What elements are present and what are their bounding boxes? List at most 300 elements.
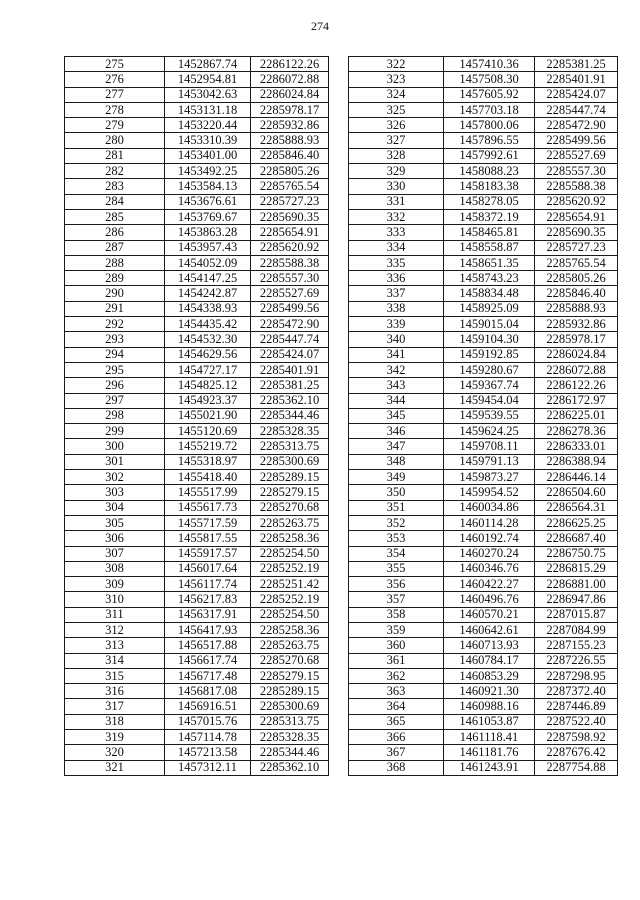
point-number-cell: 275	[65, 57, 165, 72]
y-coordinate-cell: 2285805.26	[251, 164, 329, 179]
y-coordinate-cell: 2285270.68	[251, 500, 329, 515]
point-number-cell: 284	[65, 194, 165, 209]
y-coordinate-cell: 2286750.75	[535, 546, 618, 561]
x-coordinate-cell: 1458834.48	[444, 286, 535, 301]
point-number-cell: 353	[349, 531, 444, 546]
table-row	[65, 653, 329, 668]
y-coordinate-cell: 2285932.86	[535, 317, 618, 332]
table-row	[65, 57, 329, 72]
point-number-cell: 315	[65, 668, 165, 683]
x-coordinate-cell: 1460114.28	[444, 515, 535, 530]
table-row	[65, 622, 329, 637]
table-row	[349, 347, 618, 362]
table-row	[65, 317, 329, 332]
y-coordinate-cell: 2285252.19	[251, 592, 329, 607]
y-coordinate-cell: 2285258.36	[251, 531, 329, 546]
y-coordinate-cell: 2286815.29	[535, 561, 618, 576]
y-coordinate-cell: 2285472.90	[251, 317, 329, 332]
point-number-cell: 366	[349, 730, 444, 745]
y-coordinate-cell: 2285251.42	[251, 577, 329, 592]
table-row	[65, 118, 329, 133]
point-number-cell: 290	[65, 286, 165, 301]
table-row	[349, 102, 618, 117]
coordinates-table-right	[348, 56, 618, 776]
point-number-cell: 301	[65, 454, 165, 469]
table-row	[65, 209, 329, 224]
table-row	[65, 714, 329, 729]
table-row	[349, 684, 618, 699]
table-row	[349, 378, 618, 393]
table-row	[349, 485, 618, 500]
table-row	[349, 271, 618, 286]
x-coordinate-cell: 1460713.93	[444, 638, 535, 653]
x-coordinate-cell: 1458651.35	[444, 255, 535, 270]
x-coordinate-cell: 1457508.30	[444, 72, 535, 87]
point-number-cell: 367	[349, 745, 444, 760]
point-number-cell: 337	[349, 286, 444, 301]
coordinates-table-left	[64, 56, 329, 776]
x-coordinate-cell: 1460570.21	[444, 607, 535, 622]
table-row	[65, 470, 329, 485]
y-coordinate-cell: 2285727.23	[535, 240, 618, 255]
y-coordinate-cell: 2285344.46	[251, 745, 329, 760]
table-row	[65, 439, 329, 454]
table-row	[349, 286, 618, 301]
point-number-cell: 325	[349, 102, 444, 117]
table-row	[349, 301, 618, 316]
point-number-cell: 288	[65, 255, 165, 270]
table-row	[65, 577, 329, 592]
point-number-cell: 336	[349, 271, 444, 286]
y-coordinate-cell: 2285765.54	[535, 255, 618, 270]
x-coordinate-cell: 1460496.76	[444, 592, 535, 607]
point-number-cell: 276	[65, 72, 165, 87]
point-number-cell: 338	[349, 301, 444, 316]
table-row	[65, 286, 329, 301]
point-number-cell: 356	[349, 577, 444, 592]
table-row	[349, 194, 618, 209]
y-coordinate-cell: 2285557.30	[251, 271, 329, 286]
point-number-cell: 327	[349, 133, 444, 148]
y-coordinate-cell: 2286881.00	[535, 577, 618, 592]
point-number-cell: 313	[65, 638, 165, 653]
table-row	[349, 332, 618, 347]
y-coordinate-cell: 2285499.56	[251, 301, 329, 316]
y-coordinate-cell: 2285424.07	[535, 87, 618, 102]
point-number-cell: 354	[349, 546, 444, 561]
x-coordinate-cell: 1455021.90	[165, 408, 251, 423]
point-number-cell: 360	[349, 638, 444, 653]
table-row	[349, 225, 618, 240]
point-number-cell: 358	[349, 607, 444, 622]
y-coordinate-cell: 2285258.36	[251, 622, 329, 637]
point-number-cell: 320	[65, 745, 165, 760]
x-coordinate-cell: 1454923.37	[165, 393, 251, 408]
point-number-cell: 280	[65, 133, 165, 148]
point-number-cell: 281	[65, 148, 165, 163]
x-coordinate-cell: 1459954.52	[444, 485, 535, 500]
point-number-cell: 326	[349, 118, 444, 133]
x-coordinate-cell: 1459708.11	[444, 439, 535, 454]
table-row	[65, 225, 329, 240]
y-coordinate-cell: 2285557.30	[535, 164, 618, 179]
y-coordinate-cell: 2286072.88	[251, 72, 329, 87]
point-number-cell: 312	[65, 622, 165, 637]
table-row	[65, 561, 329, 576]
y-coordinate-cell: 2285313.75	[251, 714, 329, 729]
x-coordinate-cell: 1453769.67	[165, 209, 251, 224]
x-coordinate-cell: 1454435.42	[165, 317, 251, 332]
x-coordinate-cell: 1453863.28	[165, 225, 251, 240]
y-coordinate-cell: 2285254.50	[251, 546, 329, 561]
point-number-cell: 364	[349, 699, 444, 714]
point-number-cell: 298	[65, 408, 165, 423]
point-number-cell: 292	[65, 317, 165, 332]
x-coordinate-cell: 1459015.04	[444, 317, 535, 332]
x-coordinate-cell: 1460853.29	[444, 668, 535, 683]
y-coordinate-cell: 2287015.87	[535, 607, 618, 622]
point-number-cell: 286	[65, 225, 165, 240]
table-row	[65, 730, 329, 745]
point-number-cell: 357	[349, 592, 444, 607]
table-row	[349, 531, 618, 546]
x-coordinate-cell: 1456916.51	[165, 699, 251, 714]
point-number-cell: 302	[65, 470, 165, 485]
point-number-cell: 295	[65, 362, 165, 377]
point-number-cell: 317	[65, 699, 165, 714]
point-number-cell: 365	[349, 714, 444, 729]
y-coordinate-cell: 2285765.54	[251, 179, 329, 194]
table-row	[349, 653, 618, 668]
point-number-cell: 314	[65, 653, 165, 668]
point-number-cell: 318	[65, 714, 165, 729]
table-row	[65, 164, 329, 179]
x-coordinate-cell: 1456317.91	[165, 607, 251, 622]
x-coordinate-cell: 1459367.74	[444, 378, 535, 393]
y-coordinate-cell: 2285270.68	[251, 653, 329, 668]
x-coordinate-cell: 1456217.83	[165, 592, 251, 607]
table-row	[349, 57, 618, 72]
table-row	[65, 531, 329, 546]
x-coordinate-cell: 1453492.25	[165, 164, 251, 179]
x-coordinate-cell: 1457410.36	[444, 57, 535, 72]
point-number-cell: 355	[349, 561, 444, 576]
point-number-cell: 311	[65, 607, 165, 622]
point-number-cell: 349	[349, 470, 444, 485]
table-row	[65, 148, 329, 163]
y-coordinate-cell: 2285424.07	[251, 347, 329, 362]
table-row	[65, 546, 329, 561]
y-coordinate-cell: 2285362.10	[251, 393, 329, 408]
y-coordinate-cell: 2285279.15	[251, 485, 329, 500]
point-number-cell: 297	[65, 393, 165, 408]
y-coordinate-cell: 2285447.74	[251, 332, 329, 347]
point-number-cell: 348	[349, 454, 444, 469]
table-row	[349, 148, 618, 163]
table-row	[65, 393, 329, 408]
table-row	[65, 332, 329, 347]
table-row	[349, 561, 618, 576]
y-coordinate-cell: 2285300.69	[251, 454, 329, 469]
point-number-cell: 291	[65, 301, 165, 316]
y-coordinate-cell: 2287084.99	[535, 622, 618, 637]
point-number-cell: 343	[349, 378, 444, 393]
table-row	[65, 745, 329, 760]
table-row	[349, 515, 618, 530]
table-row	[349, 730, 618, 745]
point-number-cell: 304	[65, 500, 165, 515]
point-number-cell: 299	[65, 424, 165, 439]
table-row	[65, 378, 329, 393]
y-coordinate-cell: 2285279.15	[251, 668, 329, 683]
x-coordinate-cell: 1452954.81	[165, 72, 251, 87]
table-row	[65, 668, 329, 683]
table-row	[349, 118, 618, 133]
table-row	[65, 362, 329, 377]
x-coordinate-cell: 1456617.74	[165, 653, 251, 668]
table-row	[65, 179, 329, 194]
point-number-cell: 345	[349, 408, 444, 423]
x-coordinate-cell: 1453131.18	[165, 102, 251, 117]
point-number-cell: 340	[349, 332, 444, 347]
x-coordinate-cell: 1460988.16	[444, 699, 535, 714]
point-number-cell: 278	[65, 102, 165, 117]
y-coordinate-cell: 2285690.35	[535, 225, 618, 240]
y-coordinate-cell: 2285344.46	[251, 408, 329, 423]
table-row	[349, 393, 618, 408]
x-coordinate-cell: 1453676.61	[165, 194, 251, 209]
y-coordinate-cell: 2287298.95	[535, 668, 618, 683]
point-number-cell: 287	[65, 240, 165, 255]
point-number-cell: 331	[349, 194, 444, 209]
x-coordinate-cell: 1458465.81	[444, 225, 535, 240]
y-coordinate-cell: 2285381.25	[535, 57, 618, 72]
x-coordinate-cell: 1457015.76	[165, 714, 251, 729]
x-coordinate-cell: 1456417.93	[165, 622, 251, 637]
table-row	[349, 439, 618, 454]
y-coordinate-cell: 2286172.97	[535, 393, 618, 408]
point-number-cell: 344	[349, 393, 444, 408]
table-row	[65, 638, 329, 653]
y-coordinate-cell: 2285654.91	[535, 209, 618, 224]
y-coordinate-cell: 2286225.01	[535, 408, 618, 423]
x-coordinate-cell: 1456117.74	[165, 577, 251, 592]
y-coordinate-cell: 2286278.36	[535, 424, 618, 439]
point-number-cell: 279	[65, 118, 165, 133]
y-coordinate-cell: 2286625.25	[535, 515, 618, 530]
table-row	[65, 592, 329, 607]
x-coordinate-cell: 1458743.23	[444, 271, 535, 286]
y-coordinate-cell: 2285846.40	[535, 286, 618, 301]
table-row	[349, 470, 618, 485]
y-coordinate-cell: 2287522.40	[535, 714, 618, 729]
x-coordinate-cell: 1459454.04	[444, 393, 535, 408]
y-coordinate-cell: 2287598.92	[535, 730, 618, 745]
table-row	[65, 684, 329, 699]
y-coordinate-cell: 2286024.84	[251, 87, 329, 102]
x-coordinate-cell: 1456017.64	[165, 561, 251, 576]
x-coordinate-cell: 1454825.12	[165, 378, 251, 393]
x-coordinate-cell: 1460921.30	[444, 684, 535, 699]
x-coordinate-cell: 1458558.87	[444, 240, 535, 255]
y-coordinate-cell: 2287676.42	[535, 745, 618, 760]
x-coordinate-cell: 1455517.99	[165, 485, 251, 500]
y-coordinate-cell: 2285932.86	[251, 118, 329, 133]
point-number-cell: 368	[349, 760, 444, 775]
point-number-cell: 321	[65, 760, 165, 775]
y-coordinate-cell: 2287155.23	[535, 638, 618, 653]
x-coordinate-cell: 1453042.63	[165, 87, 251, 102]
x-coordinate-cell: 1455817.55	[165, 531, 251, 546]
table-row	[349, 638, 618, 653]
point-number-cell: 303	[65, 485, 165, 500]
y-coordinate-cell: 2285888.93	[535, 301, 618, 316]
y-coordinate-cell: 2285888.93	[251, 133, 329, 148]
point-number-cell: 350	[349, 485, 444, 500]
x-coordinate-cell: 1461118.41	[444, 730, 535, 745]
table-row	[65, 485, 329, 500]
point-number-cell: 282	[65, 164, 165, 179]
point-number-cell: 308	[65, 561, 165, 576]
y-coordinate-cell: 2285978.17	[535, 332, 618, 347]
x-coordinate-cell: 1458088.23	[444, 164, 535, 179]
point-number-cell: 306	[65, 531, 165, 546]
x-coordinate-cell: 1455418.40	[165, 470, 251, 485]
y-coordinate-cell: 2285588.38	[251, 255, 329, 270]
x-coordinate-cell: 1459104.30	[444, 332, 535, 347]
point-number-cell: 309	[65, 577, 165, 592]
point-number-cell: 352	[349, 515, 444, 530]
x-coordinate-cell: 1458278.05	[444, 194, 535, 209]
x-coordinate-cell: 1460784.17	[444, 653, 535, 668]
x-coordinate-cell: 1460192.74	[444, 531, 535, 546]
table-row	[65, 500, 329, 515]
y-coordinate-cell: 2285381.25	[251, 378, 329, 393]
table-row	[65, 72, 329, 87]
point-number-cell: 323	[349, 72, 444, 87]
point-number-cell: 305	[65, 515, 165, 530]
x-coordinate-cell: 1457896.55	[444, 133, 535, 148]
table-row	[65, 255, 329, 270]
table-row	[349, 87, 618, 102]
y-coordinate-cell: 2285527.69	[251, 286, 329, 301]
x-coordinate-cell: 1459791.13	[444, 454, 535, 469]
table-row	[349, 760, 618, 775]
point-number-cell: 330	[349, 179, 444, 194]
y-coordinate-cell: 2285620.92	[535, 194, 618, 209]
x-coordinate-cell: 1457800.06	[444, 118, 535, 133]
table-row	[349, 317, 618, 332]
x-coordinate-cell: 1453220.44	[165, 118, 251, 133]
point-number-cell: 285	[65, 209, 165, 224]
y-coordinate-cell: 2285978.17	[251, 102, 329, 117]
table-row	[65, 424, 329, 439]
table-row	[349, 577, 618, 592]
table-row	[65, 301, 329, 316]
x-coordinate-cell: 1455917.57	[165, 546, 251, 561]
point-number-cell: 277	[65, 87, 165, 102]
y-coordinate-cell: 2285328.35	[251, 730, 329, 745]
table-row	[65, 454, 329, 469]
x-coordinate-cell: 1459624.25	[444, 424, 535, 439]
point-number-cell: 339	[349, 317, 444, 332]
table-row	[349, 714, 618, 729]
point-number-cell: 328	[349, 148, 444, 163]
table-row	[349, 133, 618, 148]
x-coordinate-cell: 1456817.08	[165, 684, 251, 699]
table-row	[65, 408, 329, 423]
point-number-cell: 283	[65, 179, 165, 194]
x-coordinate-cell: 1459192.85	[444, 347, 535, 362]
point-number-cell: 362	[349, 668, 444, 683]
y-coordinate-cell: 2286072.88	[535, 362, 618, 377]
table-row	[349, 607, 618, 622]
table-row	[65, 515, 329, 530]
point-number-cell: 316	[65, 684, 165, 699]
x-coordinate-cell: 1457992.61	[444, 148, 535, 163]
x-coordinate-cell: 1456717.48	[165, 668, 251, 683]
table-row	[65, 760, 329, 775]
x-coordinate-cell: 1461181.76	[444, 745, 535, 760]
x-coordinate-cell: 1458183.38	[444, 179, 535, 194]
y-coordinate-cell: 2285254.50	[251, 607, 329, 622]
y-coordinate-cell: 2285362.10	[251, 760, 329, 775]
y-coordinate-cell: 2286122.26	[251, 57, 329, 72]
y-coordinate-cell: 2285527.69	[535, 148, 618, 163]
x-coordinate-cell: 1453957.43	[165, 240, 251, 255]
table-row	[349, 408, 618, 423]
point-number-cell: 341	[349, 347, 444, 362]
x-coordinate-cell: 1453310.39	[165, 133, 251, 148]
point-number-cell: 307	[65, 546, 165, 561]
table-row	[349, 179, 618, 194]
table-row	[349, 424, 618, 439]
y-coordinate-cell: 2286564.31	[535, 500, 618, 515]
y-coordinate-cell: 2286122.26	[535, 378, 618, 393]
y-coordinate-cell: 2286388.94	[535, 454, 618, 469]
x-coordinate-cell: 1457312.11	[165, 760, 251, 775]
point-number-cell: 342	[349, 362, 444, 377]
point-number-cell: 324	[349, 87, 444, 102]
x-coordinate-cell: 1457114.78	[165, 730, 251, 745]
y-coordinate-cell: 2285588.38	[535, 179, 618, 194]
table-row	[349, 72, 618, 87]
y-coordinate-cell: 2286446.14	[535, 470, 618, 485]
table-row	[349, 500, 618, 515]
y-coordinate-cell: 2285263.75	[251, 638, 329, 653]
point-number-cell: 296	[65, 378, 165, 393]
table-row	[65, 87, 329, 102]
y-coordinate-cell: 2285499.56	[535, 133, 618, 148]
table-row	[349, 164, 618, 179]
point-number-cell: 310	[65, 592, 165, 607]
x-coordinate-cell: 1459873.27	[444, 470, 535, 485]
y-coordinate-cell: 2286504.60	[535, 485, 618, 500]
x-coordinate-cell: 1460270.24	[444, 546, 535, 561]
point-number-cell: 359	[349, 622, 444, 637]
x-coordinate-cell: 1455120.69	[165, 424, 251, 439]
table-row	[65, 699, 329, 714]
point-number-cell: 329	[349, 164, 444, 179]
table-row	[65, 347, 329, 362]
x-coordinate-cell: 1459280.67	[444, 362, 535, 377]
point-number-cell: 351	[349, 500, 444, 515]
point-number-cell: 293	[65, 332, 165, 347]
point-number-cell: 332	[349, 209, 444, 224]
table-row	[349, 668, 618, 683]
point-number-cell: 335	[349, 255, 444, 270]
point-number-cell: 361	[349, 653, 444, 668]
